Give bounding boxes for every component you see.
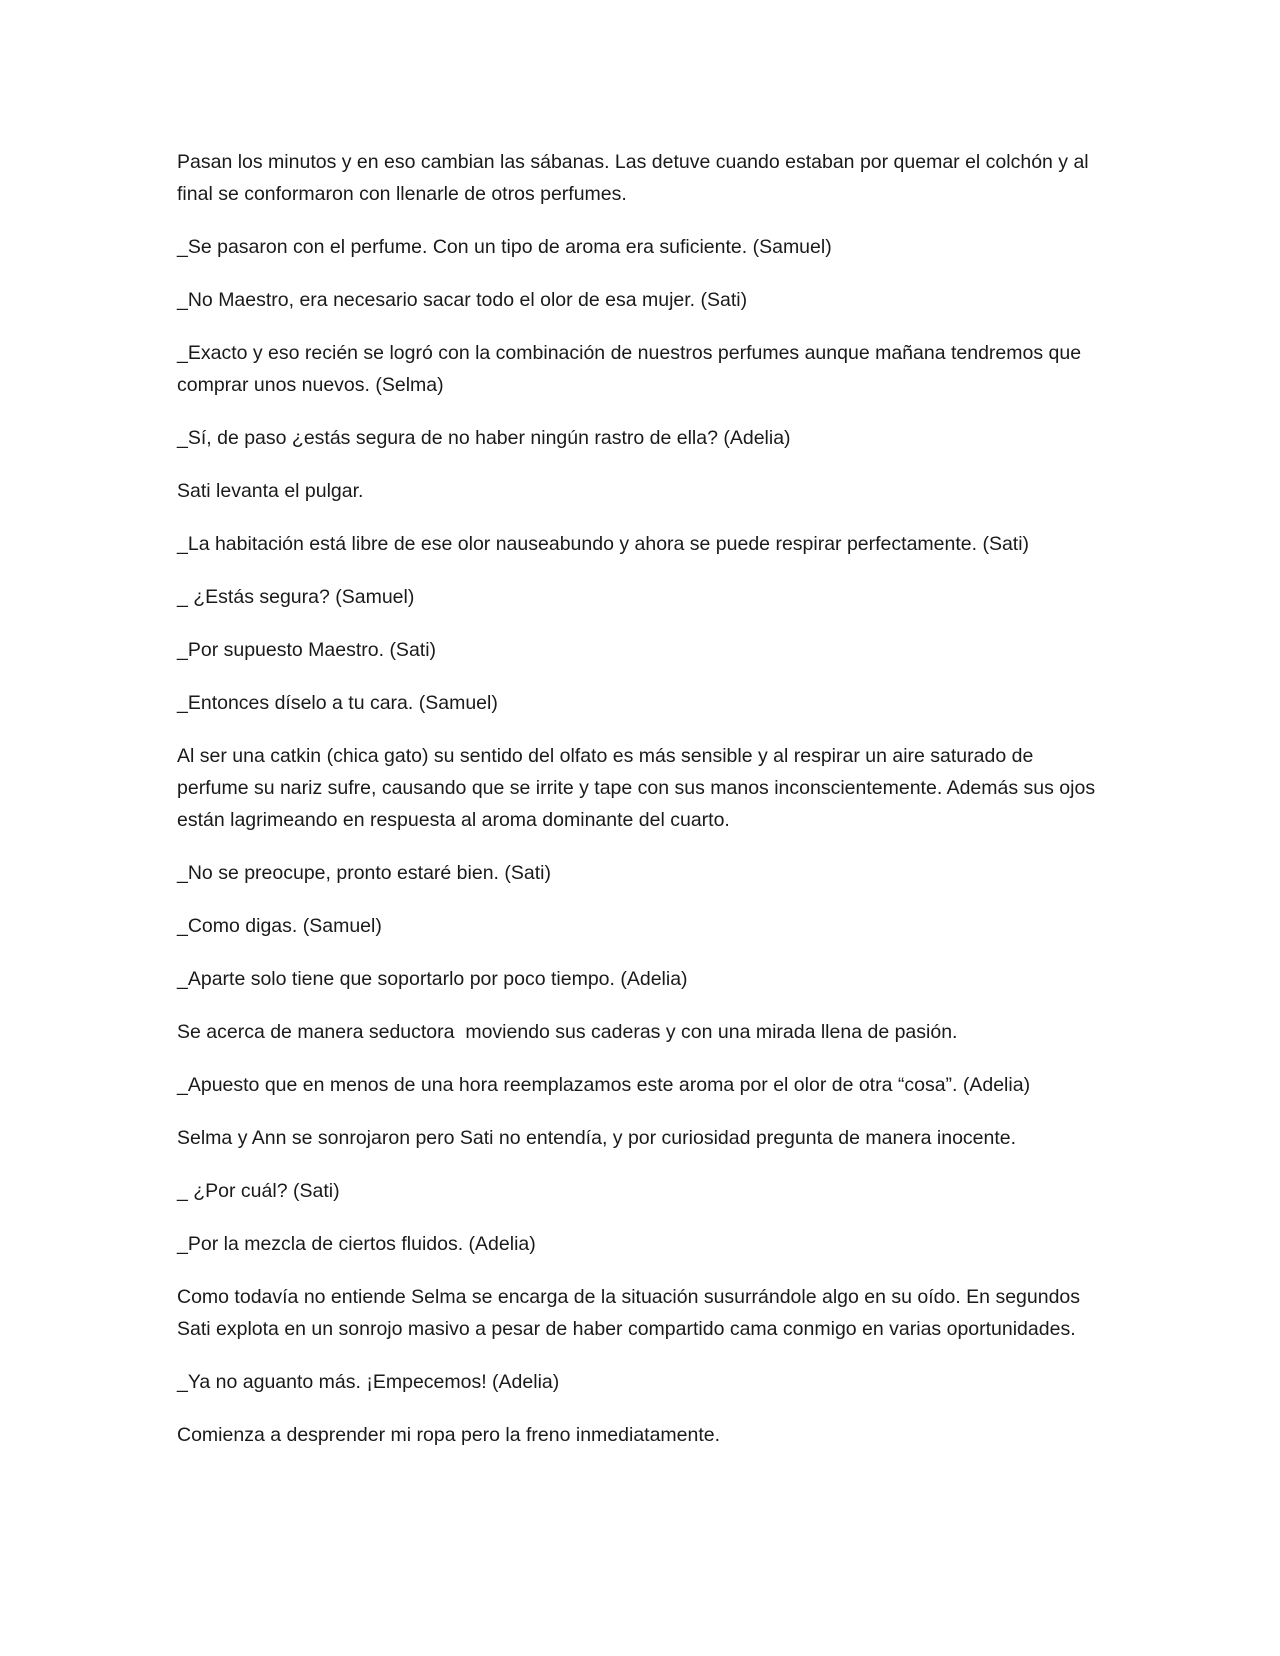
paragraph: Pasan los minutos y en eso cambian las sábanas. Las detuve cuando estaban por quemar el colchón y al final se conformaron con llenarle de otros perfumes. <box>177 151 1095 205</box>
paragraph: _No se preocupe, pronto estaré bien. (Sati) <box>177 862 551 884</box>
paragraph: _ ¿Por cuál? (Sati) <box>177 1180 340 1202</box>
paragraph: Como todavía no entiende Selma se encarga de la situación susurrándole algo en su oído. En segundos Sati explota en un sonrojo masivo a pesar de haber compartido cama conmigo en varias oportunidades. <box>177 1286 1086 1340</box>
paragraph: _No Maestro, era necesario sacar todo el olor de esa mujer. (Sati) <box>177 289 748 311</box>
paragraph: _Ya no aguanto más. ¡Empecemos! (Adelia) <box>177 1371 560 1393</box>
paragraph: _ ¿Estás segura? (Samuel) <box>177 586 415 608</box>
paragraph: Al ser una catkin (chica gato) su sentido del olfato es más sensible y al respirar un aire saturado de perfume su nariz sufre, causando que se irrite y tape con sus manos inconscientemente. Además sus ojos están lagrimeando en respuesta al aroma dominante del cuarto. <box>177 745 1101 831</box>
paragraph: _Por supuesto Maestro. (Sati) <box>177 639 437 661</box>
paragraph: _Aparte solo tiene que soportarlo por poco tiempo. (Adelia) <box>177 968 688 990</box>
paragraph: Sati levanta el pulgar. <box>177 480 364 502</box>
paragraph: _Por la mezcla de ciertos fluidos. (Adelia) <box>177 1233 536 1255</box>
paragraph: _Como digas. (Samuel) <box>177 915 382 937</box>
paragraph: Se acerca de manera seductora moviendo sus caderas y con una mirada llena de pasión. <box>177 1021 958 1043</box>
paragraph: _Exacto y eso recién se logró con la combinación de nuestros perfumes aunque mañana tendremos que comprar unos nuevos. (Selma) <box>177 342 1087 396</box>
paragraph: Comienza a desprender mi ropa pero la freno inmediatamente. <box>177 1424 721 1446</box>
paragraph: _La habitación está libre de ese olor nauseabundo y ahora se puede respirar perfectamente. (Sati) <box>177 533 1030 555</box>
paragraph: _Entonces díselo a tu cara. (Samuel) <box>177 692 498 714</box>
paragraph: Selma y Ann se sonrojaron pero Sati no entendía, y por curiosidad pregunta de manera inocente. <box>177 1127 1017 1149</box>
paragraph: _Sí, de paso ¿estás segura de no haber ningún rastro de ella? (Adelia) <box>177 427 791 449</box>
paragraph: _Se pasaron con el perfume. Con un tipo de aroma era suficiente. (Samuel) <box>177 236 832 258</box>
paragraph: _Apuesto que en menos de una hora reemplazamos este aroma por el olor de otra “cosa”. (Adelia) <box>177 1074 1031 1096</box>
document-body <box>177 146 1107 1472</box>
